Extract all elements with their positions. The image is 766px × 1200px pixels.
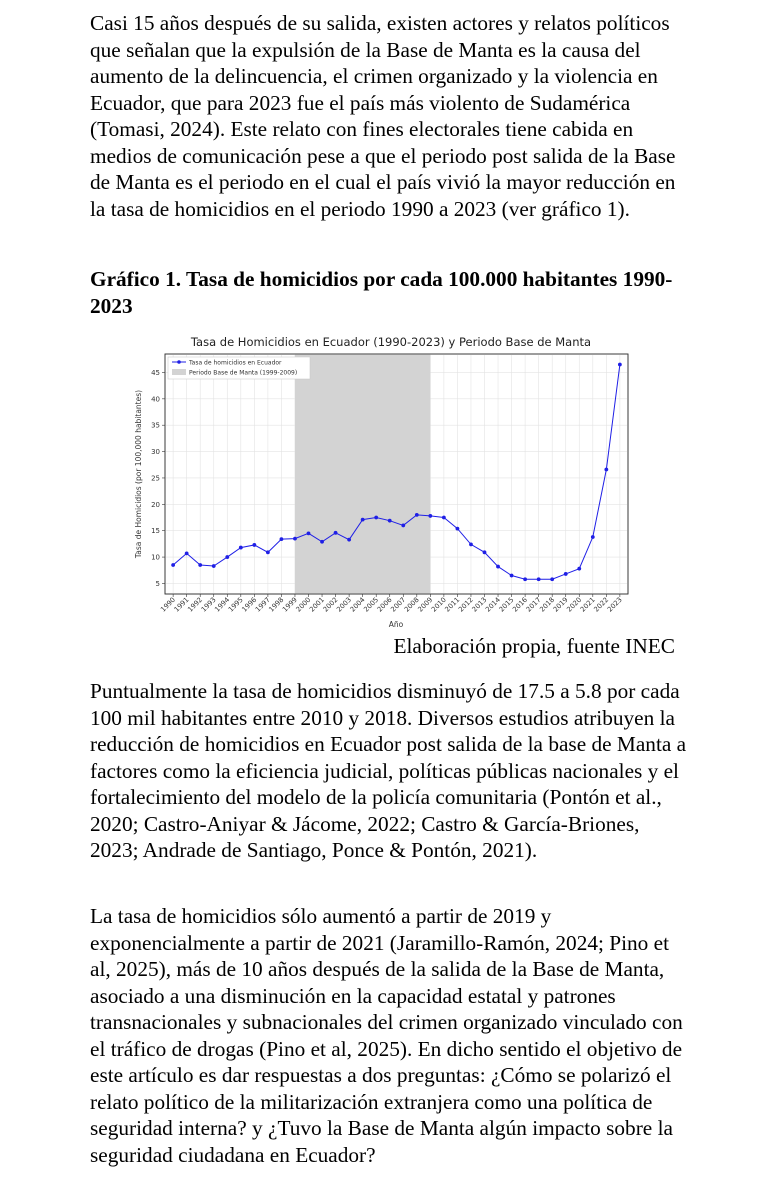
chart-title: Tasa de Homicidios en Ecuador (1990-2023) y Periodo Base de Manta [190, 335, 592, 349]
legend-shade-label: Periodo Base de Manta (1999-2009) [189, 369, 298, 377]
x-tick-label: 2012 [456, 595, 475, 614]
x-tick-label: 1994 [213, 595, 232, 614]
intro-paragraph: Casi 15 años después de su salida, existen actores y relatos políticos que señalan que la expulsión de la Base de Manta es la causa del aumento de la delincuencia, el crimen organizado y la violencia en Ecuador, que para 2023 fue el país más violento de Sudamérica (Tomasi, 2024). Este relato con fines electorales tiene cabida en medios de comunicación pese a que el periodo post salida de la Base de Manta es el periodo en el cual el país vivió la mayor reducción en la tasa de homicidios en el periodo 1990 a 2023 (ver gráfico 1). [90, 11, 676, 221]
x-tick-label: 2015 [497, 595, 516, 614]
x-tick-label: 2009 [416, 595, 435, 614]
x-tick-label: 1999 [280, 595, 299, 614]
homicide-rate-chart [128, 330, 636, 630]
data-point-1990 [171, 563, 175, 567]
body-paragraph-3: La tasa de homicidios sólo aumentó a partir de 2019 y exponencialmente a partir de 2021 (Jaramillo-Ramón, 2024; Pino et al, 2025), más de 10 años después de la salida de la Base de Manta, asociado a una disminución en la capacidad estatal y patrones transnacionales y subnacionales del crimen organizado vinculado con el tráfico de drogas (Pino et al, 2025). En dicho sentido el objetivo de este artículo es dar respuestas a dos preguntas: ¿Cómo se polarizó el relato político de la militarización extranjera como una política de seguridad interna? y ¿Tuvo la Base de Manta algún impacto sobre la seguridad ciudadana en Ecuador? [90, 904, 683, 1167]
y-tick-label: 10 [151, 553, 160, 562]
x-tick-label: 1993 [199, 595, 218, 614]
y-tick-label: 5 [155, 579, 160, 588]
x-tick-label: 2000 [294, 595, 313, 614]
y-tick-label: 35 [151, 421, 160, 430]
x-tick-label: 2001 [308, 595, 326, 614]
x-tick-label: 2008 [402, 595, 421, 614]
data-point-2009 [428, 514, 432, 518]
x-tick-label: 2006 [375, 595, 394, 614]
x-tick-label: 2003 [335, 595, 354, 614]
data-point-2010 [442, 516, 446, 520]
y-tick-label: 45 [151, 368, 160, 377]
y-tick-label: 20 [151, 500, 160, 509]
data-point-2007 [401, 524, 405, 528]
x-tick-label: 2014 [484, 595, 502, 614]
data-point-2019 [564, 572, 568, 576]
data-point-2004 [361, 518, 365, 522]
data-point-2013 [483, 550, 487, 554]
y-tick-label: 40 [151, 395, 160, 404]
data-point-1991 [185, 551, 189, 555]
data-point-1993 [212, 564, 216, 568]
x-tick-label: 1996 [240, 595, 259, 614]
data-point-1992 [198, 563, 202, 567]
data-point-1997 [266, 550, 270, 554]
data-point-2005 [374, 516, 378, 520]
legend [168, 357, 310, 379]
data-point-2002 [334, 531, 338, 535]
figure-source: Elaboración propia, fuente INEC [393, 634, 675, 658]
data-point-1998 [280, 537, 284, 541]
x-tick-label: 2010 [429, 595, 448, 614]
legend-series-label: Tasa de homicidios en Ecuador [189, 359, 282, 367]
legend-shade-swatch [172, 369, 186, 375]
y-tick-label: 30 [151, 448, 160, 457]
x-tick-label: 2019 [551, 595, 570, 614]
data-point-1995 [239, 546, 243, 550]
data-point-2011 [456, 527, 460, 531]
x-tick-label: 1992 [186, 595, 205, 614]
data-point-2015 [510, 574, 514, 578]
x-tick-label: 2011 [443, 595, 462, 614]
x-tick-label: 2022 [592, 595, 611, 614]
x-tick-label: 2020 [565, 595, 584, 614]
data-point-2022 [604, 468, 608, 472]
y-tick-label: 15 [151, 527, 160, 536]
x-tick-label: 1995 [226, 595, 245, 614]
body-paragraph-2: Puntualmente la tasa de homicidios disminuyó de 17.5 a 5.8 por cada 100 mil habitantes entre 2010 y 2018. Diversos estudios atribuyen la reducción de homicidios en Ecuador post salida de la base de Manta a factores como la eficiencia judicial, políticas públicas nacionales y el fortalecimiento del modelo de la policía comunitaria (Pontón et al., 2020; Castro-Aniyar & Jácome, 2022; Castro & García-Briones, 2023; Andrade de Santiago, Ponce & Pontón, 2021). [90, 679, 687, 862]
data-point-2003 [347, 538, 351, 542]
data-point-1996 [252, 543, 256, 547]
data-point-2000 [307, 531, 311, 535]
data-point-2017 [537, 577, 541, 581]
data-point-2018 [550, 577, 554, 581]
data-point-2023 [618, 363, 622, 367]
data-point-2001 [320, 540, 324, 544]
data-point-2020 [577, 567, 581, 571]
base-manta-period-shade [295, 354, 430, 594]
x-tick-label: 2002 [321, 595, 340, 614]
x-tick-label: 2004 [348, 595, 367, 614]
data-point-2006 [388, 519, 392, 523]
y-tick-label: 25 [151, 474, 160, 483]
x-tick-label: 2017 [524, 595, 543, 614]
data-point-2008 [415, 513, 419, 517]
x-tick-label: 1990 [159, 595, 178, 614]
data-point-2012 [469, 543, 473, 547]
x-tick-label: 2005 [362, 595, 381, 614]
data-point-1999 [293, 537, 297, 541]
x-tick-label: 1998 [267, 595, 286, 614]
data-point-1994 [225, 555, 229, 559]
x-tick-label: 2013 [470, 595, 489, 614]
x-tick-label: 1997 [253, 595, 272, 614]
x-tick-label: 1991 [172, 595, 191, 614]
x-tick-label: 2018 [538, 595, 557, 614]
x-tick-label: 2016 [511, 595, 530, 614]
figure-heading: Gráfico 1. Tasa de homicidios por cada 100.000 habitantes 1990-2023 [90, 267, 673, 318]
x-axis-label: Año [388, 620, 404, 629]
x-tick-label: 2007 [389, 595, 408, 614]
x-tick-label: 2021 [578, 595, 597, 614]
data-point-2016 [523, 577, 527, 581]
data-point-2014 [496, 565, 500, 569]
legend-marker-swatch [177, 360, 181, 364]
y-axis-label: Tasa de Homicidios (por 100,000 habitantes) [134, 389, 143, 559]
x-tick-label: 2023 [605, 595, 624, 614]
data-point-2021 [591, 535, 595, 539]
